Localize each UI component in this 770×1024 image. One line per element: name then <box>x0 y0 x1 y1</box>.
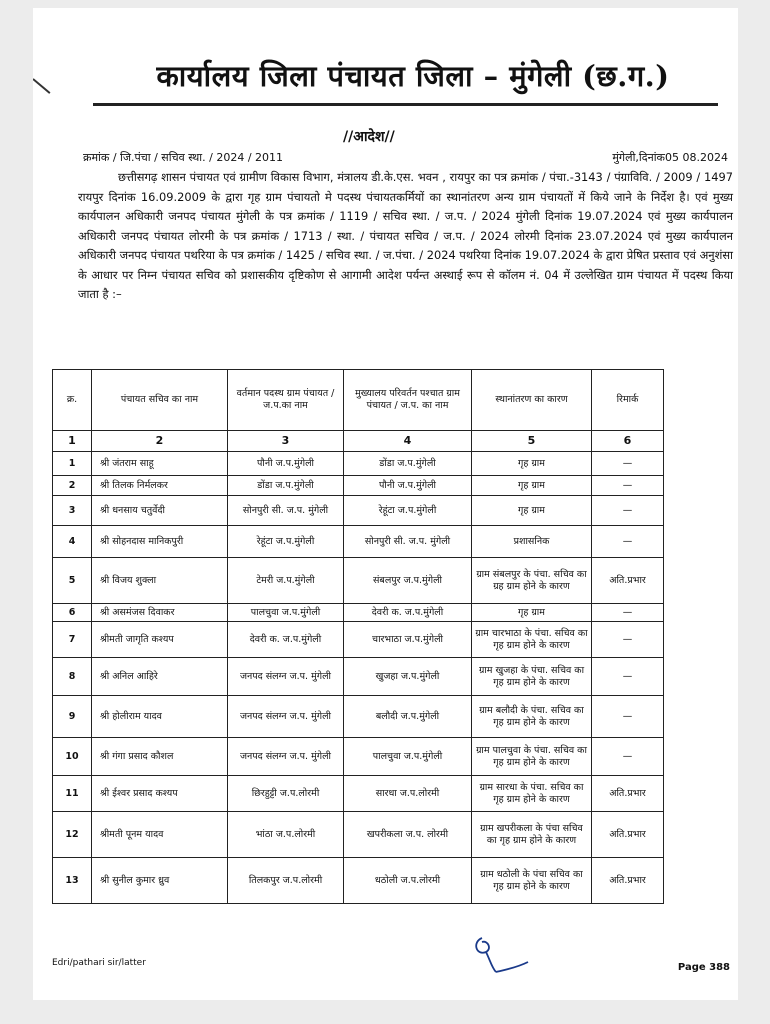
row-remark: अति.प्रभार <box>592 558 664 604</box>
row-sno: 2 <box>53 476 92 496</box>
row-name: श्री जंतराम साहू <box>92 452 228 476</box>
row-name: श्री धनसाय चतुर्वेदी <box>92 496 228 526</box>
row-current-panchayat: जनपद संलग्न ज.प. मुंगेली <box>228 738 344 776</box>
table-row <box>53 622 664 658</box>
footer-page-number: Page 388 <box>677 962 730 973</box>
header-reason: स्थानांतरण का कारण <box>472 370 592 431</box>
row-name: श्री अनिल आहिरे <box>92 658 228 696</box>
table-row <box>53 452 664 476</box>
col-number: 3 <box>228 431 344 452</box>
row-remark: — <box>592 622 664 658</box>
row-name: श्री ईश्वर प्रसाद कश्यप <box>92 776 228 812</box>
header-new: मुख्यालय परिवर्तन पश्चात ग्राम पंचायत / ज.प. का नाम <box>344 370 472 431</box>
row-reason: ग्राम खपरीकला के पंचा सचिव का गृह ग्राम होने के कारण <box>472 812 592 858</box>
row-new-panchayat: पौनी ज.प.मुंगेली <box>344 476 472 496</box>
header-current: वर्तमान पदस्थ ग्राम पंचायत / ज.प.का नाम <box>228 370 344 431</box>
row-reason: ग्राम पालचुवा के पंचा. सचिव का गृह ग्राम होने के कारण <box>472 738 592 776</box>
table-row <box>53 738 664 776</box>
row-new-panchayat: डोंडा ज.प.मुंगेली <box>344 452 472 476</box>
row-reason: ग्राम संबलपुर के पंचा. सचिव का ग्रह ग्राम होने के कारण <box>472 558 592 604</box>
row-sno: 9 <box>53 696 92 738</box>
row-sno: 11 <box>53 776 92 812</box>
row-current-panchayat: जनपद संलग्न ज.प. मुंगेली <box>228 696 344 738</box>
row-new-panchayat: खुजहा ज.प.मुंगेली <box>344 658 472 696</box>
row-current-panchayat: छिरहुट्टी ज.प.लोरमी <box>228 776 344 812</box>
reference-number: क्रमांक / जि.पंचा / सचिव स्था. / 2024 / 2011 <box>83 151 284 164</box>
row-current-panchayat: डोंडा ज.प.मुंगेली <box>228 476 344 496</box>
transfer-table <box>52 369 664 904</box>
row-new-panchayat: चारभाठा ज.प.मुंगेली <box>344 622 472 658</box>
row-name: श्रीमती पूनम यादव <box>92 812 228 858</box>
row-remark: — <box>592 452 664 476</box>
row-current-panchayat: सोनपुरी सी. ज.प. मुंगेली <box>228 496 344 526</box>
table-row <box>53 604 664 622</box>
reference-date: मुंगेली,दिनांक05 08.2024 <box>612 151 728 164</box>
row-reason: गृह ग्राम <box>472 476 592 496</box>
row-new-panchayat: रेहूंटा ज.प.मुंगेली <box>344 496 472 526</box>
row-name: श्री सोहनदास मानिकपुरी <box>92 526 228 558</box>
table-row <box>53 812 664 858</box>
footer-file-path: Edri/pathari sir/latter <box>52 958 146 968</box>
row-remark: — <box>592 526 664 558</box>
handwritten-signature <box>470 930 540 975</box>
row-reason: गृह ग्राम <box>472 496 592 526</box>
row-name: श्री सुनील कुमार ध्रुव <box>92 858 228 904</box>
row-remark: — <box>592 604 664 622</box>
row-current-panchayat: रेहूंटा ज.प.मुंगेली <box>228 526 344 558</box>
row-reason: प्रशासनिक <box>472 526 592 558</box>
row-sno: 1 <box>53 452 92 476</box>
row-name: श्री होलीराम यादव <box>92 696 228 738</box>
row-current-panchayat: देवरी क. ज.प.मुंगेली <box>228 622 344 658</box>
row-remark: — <box>592 738 664 776</box>
row-reason: गृह ग्राम <box>472 604 592 622</box>
row-reason: ग्राम बलौदी के पंचा. सचिव का गृह ग्राम होने के कारण <box>472 696 592 738</box>
row-current-panchayat: पौनी ज.प.मुंगेली <box>228 452 344 476</box>
row-sno: 8 <box>53 658 92 696</box>
table-row <box>53 496 664 526</box>
col-number: 4 <box>344 431 472 452</box>
row-sno: 12 <box>53 812 92 858</box>
row-new-panchayat: खपरीकला ज.प. लोरमी <box>344 812 472 858</box>
row-sno: 13 <box>53 858 92 904</box>
row-remark: अति.प्रभार <box>592 776 664 812</box>
row-new-panchayat: बलौदी ज.प.मुंगेली <box>344 696 472 738</box>
row-sno: 10 <box>53 738 92 776</box>
row-reason: ग्राम चारभाठा के पंचा. सचिव का गृह ग्राम होने के कारण <box>472 622 592 658</box>
table-row <box>53 526 664 558</box>
row-current-panchayat: जनपद संलग्न ज.प. मुंगेली <box>228 658 344 696</box>
table-row <box>53 776 664 812</box>
row-name: श्री विजय शुक्ला <box>92 558 228 604</box>
row-remark: — <box>592 658 664 696</box>
row-remark: — <box>592 496 664 526</box>
order-body <box>78 168 733 305</box>
table-row <box>53 696 664 738</box>
office-heading: कार्यालय जिला पंचायत जिला – मुंगेली (छ.ग.) <box>156 59 670 93</box>
row-sno: 3 <box>53 496 92 526</box>
row-reason: ग्राम खुजहा के पंचा. सचिव का गृह ग्राम होने के कारण <box>472 658 592 696</box>
row-current-panchayat: भांठा ज.प.लोरमी <box>228 812 344 858</box>
row-remark: — <box>592 696 664 738</box>
header-sno: क्र. <box>53 370 92 431</box>
table-row <box>53 558 664 604</box>
row-new-panchayat: धठोली ज.प.लोरमी <box>344 858 472 904</box>
scan-mark <box>33 78 50 94</box>
table-row <box>53 858 664 904</box>
col-number: 5 <box>472 431 592 452</box>
row-new-panchayat: संबलपुर ज.प.मुंगेली <box>344 558 472 604</box>
row-new-panchayat: सारधा ज.प.लोरमी <box>344 776 472 812</box>
heading-rule <box>93 103 718 106</box>
col-number: 2 <box>92 431 228 452</box>
row-current-panchayat: तिलकपुर ज.प.लोरमी <box>228 858 344 904</box>
row-name: श्री गंगा प्रसाद कौशल <box>92 738 228 776</box>
column-number-row <box>53 431 664 452</box>
row-current-panchayat: टेमरी ज.प.मुंगेली <box>228 558 344 604</box>
col-number: 6 <box>592 431 664 452</box>
row-new-panchayat: सोनपुरी सी. ज.प. मुंगेली <box>344 526 472 558</box>
row-reason: ग्राम सारधा के पंचा. सचिव का गृह ग्राम होने के कारण <box>472 776 592 812</box>
table-row <box>53 658 664 696</box>
header-remark: रिमार्क <box>592 370 664 431</box>
row-reason: गृह ग्राम <box>472 452 592 476</box>
row-new-panchayat: देवरी क. ज.प.मुंगेली <box>344 604 472 622</box>
row-current-panchayat: पालचुवा ज.प.मुंगेली <box>228 604 344 622</box>
order-body-text: छत्तीसगढ़ शासन पंचायत एवं ग्रामीण विकास विभाग, मंत्रालय डी.के.एस. भवन , रायपुर का पत्र क्रमांक / पंचा.-3143 / पंग्राविवि. / 2009 / 1497 रायपुर दिनांक 16.09.2009 के द्वारा गृह ग्राम पंचायतो मे पदस्थ पंचायतकर्मियों का स्थानांतरण अन्य ग्राम पंचायतों में किये जाने के निर्देश है। एवं मुख्य कार्यपालन अधिकारी जनपद पंचायत मुंगेली के पत्र क्रमांक / 1119 / सचिव स्था. / ज.प. / 2024 मुंगेली दिनांक 19.07.2024 एवं मुख्य कार्यपालन अधिकारी जनपद पंचायत लोरमी के पत्र क्रमांक / 1713 / स्था. / पंचायत सचिव / ज.प. / 2024 लोरमी दिनांक 23.07.2024 एवं मुख्य कार्यपालन अधिकारी जनपद पंचायत पथरिया के पत्र क्रमांक / 1425 / सचिव स्था. / ज.पंचा. / 2024 पथरिया दिनांक 19.07.2024 के द्वारा प्रेषित प्रस्ताव एवं अनुशंसा के आधार पर निम्न पंचायत सचिव को प्रशासकीय दृष्टिकोण से आगामी आदेश पर्यन्त अस्थाई रूप से कॉलम नं. 04 में उल्लेखित ग्राम पंचायत में पदस्थ किया जाता है :– <box>78 170 733 301</box>
row-remark: अति.प्रभार <box>592 858 664 904</box>
row-reason: ग्राम धठोली के पंचा सचिव का गृह ग्राम होने के कारण <box>472 858 592 904</box>
order-title: //आदेश// <box>343 129 395 145</box>
row-remark: अति.प्रभार <box>592 812 664 858</box>
row-remark: — <box>592 476 664 496</box>
reference-row <box>83 150 728 165</box>
row-sno: 7 <box>53 622 92 658</box>
row-name: श्री असमंजस दिवाकर <box>92 604 228 622</box>
row-name: श्रीमती जागृति कश्यप <box>92 622 228 658</box>
table-header-row <box>53 370 664 431</box>
row-sno: 5 <box>53 558 92 604</box>
row-sno: 4 <box>53 526 92 558</box>
row-name: श्री तिलक निर्मलकर <box>92 476 228 496</box>
row-new-panchayat: पालचुवा ज.प.मुंगेली <box>344 738 472 776</box>
header-name: पंचायत सचिव का नाम <box>92 370 228 431</box>
table-row <box>53 476 664 496</box>
row-sno: 6 <box>53 604 92 622</box>
col-number: 1 <box>53 431 92 452</box>
